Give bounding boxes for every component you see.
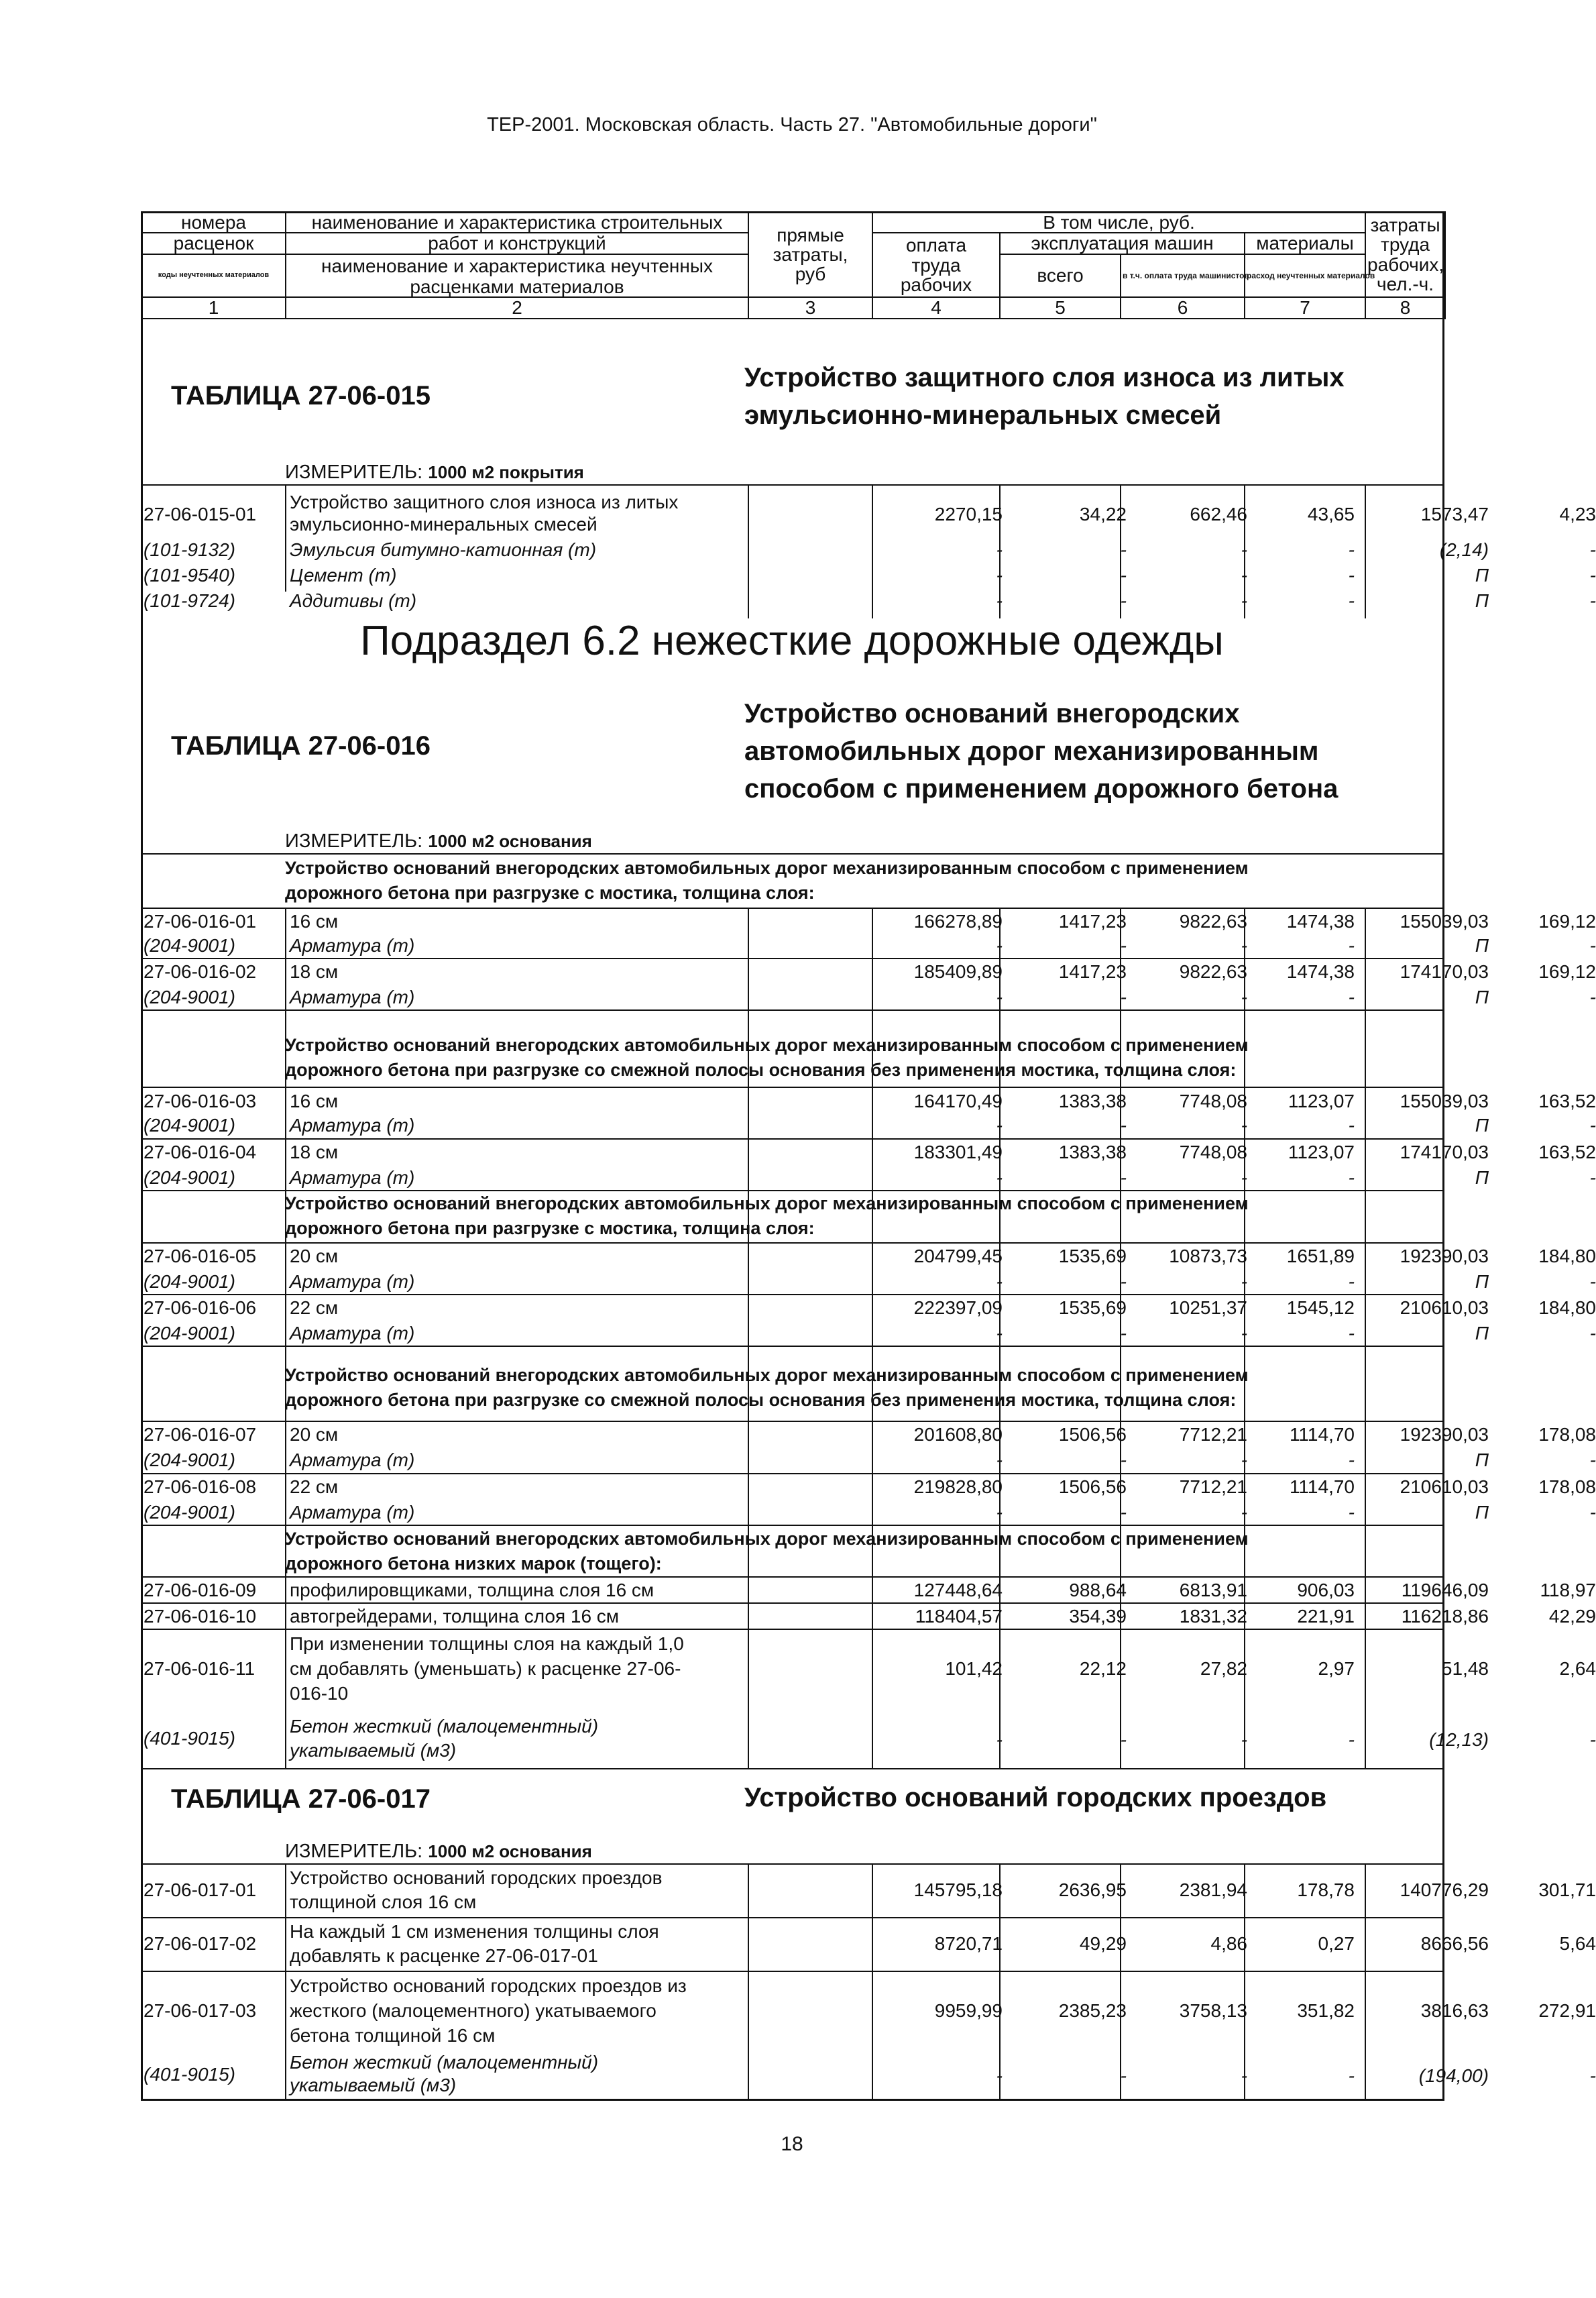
col-num-4: 4 bbox=[872, 297, 1000, 318]
header-col6: в т.ч. оплата труда машинистов bbox=[1121, 254, 1245, 297]
table-016-label: ТАБЛИЦА 27-06-016 bbox=[171, 731, 431, 761]
rule bbox=[141, 958, 1444, 959]
column-rule bbox=[872, 908, 873, 1768]
rule bbox=[141, 908, 1444, 909]
column-rule bbox=[748, 1863, 749, 2101]
rule bbox=[141, 1863, 1444, 1865]
rule bbox=[141, 484, 1444, 486]
column-rule bbox=[1244, 1863, 1245, 2101]
col-num-8: 8 bbox=[1365, 297, 1445, 318]
column-rule bbox=[999, 484, 1001, 618]
table-row: 27-06-017-03 Устройство оснований городских проездов из жесткого (малоцементного) укатываемого бетона толщиной 16 см 9959,99 2385,23 3758,13 351,82 3816,63 272,91 bbox=[144, 1975, 1596, 2046]
column-rule bbox=[285, 908, 286, 1768]
column-rule bbox=[285, 484, 286, 592]
rule bbox=[141, 1629, 1444, 1630]
rule bbox=[141, 853, 1444, 855]
header-col7: расход неучтенных материалов bbox=[1245, 254, 1365, 297]
header-col4: оплата труда рабочих bbox=[872, 233, 1000, 297]
header-exploitation: эксплуатация машин bbox=[1000, 233, 1245, 254]
header-incl: В том числе, руб. bbox=[872, 212, 1365, 233]
table-row: (401-9015) Бетон жесткий (малоцементный) укатываемый (м3) - - - - (12,13) - bbox=[144, 1716, 1596, 1761]
table-017-label: ТАБЛИЦА 27-06-017 bbox=[171, 1784, 431, 1814]
table-015-label: ТАБЛИЦА 27-06-015 bbox=[171, 381, 431, 411]
rule bbox=[141, 1473, 1444, 1474]
column-rule bbox=[1120, 908, 1121, 1768]
table-016-title: Устройство оснований внегородских автомобильных дорог механизированным способом с применением дорожного бетона bbox=[744, 699, 1338, 804]
rule bbox=[141, 1602, 1444, 1604]
table-row: 27-06-016-11 При изменении толщины слоя на каждый 1,0 см добавлять (уменьшать) к расценке 27-06- 016-10 101,42 22,12 27,82 2,97 51,48 2,64 bbox=[144, 1633, 1596, 1704]
col-num-3: 3 bbox=[748, 297, 872, 318]
column-rule bbox=[1244, 484, 1245, 618]
column-rule bbox=[1365, 484, 1366, 618]
header-col2-top-b: работ и конструкций bbox=[286, 233, 748, 254]
rule bbox=[141, 1525, 1444, 1526]
group-heading: Устройство оснований внегородских автомобильных дорог механизированным способом с применением дорожного бетона при разгрузке со смежной полосы основания без применения мостика, толщина слоя: bbox=[285, 1035, 1249, 1080]
column-rule bbox=[999, 1863, 1001, 2101]
table-017-measure: ИЗМЕРИТЕЛЬ: 1000 м2 основания bbox=[285, 1841, 592, 1862]
column-rule bbox=[1365, 1863, 1366, 2101]
column-rule bbox=[1244, 908, 1245, 1768]
group-heading: Устройство оснований внегородских автомобильных дорог механизированным способом с применением дорожного бетона при разгрузке с мостика, толщина слоя: bbox=[285, 858, 1249, 903]
rule bbox=[141, 1138, 1444, 1140]
col-num-5: 5 bbox=[1000, 297, 1121, 318]
rule bbox=[141, 1242, 1444, 1244]
table-015-measure: ИЗМЕРИТЕЛЬ: 1000 м2 покрытия bbox=[285, 461, 584, 483]
column-rule bbox=[748, 484, 749, 618]
header-col8: затраты труда рабочих, чел.-ч. bbox=[1365, 212, 1445, 297]
document-title: ТЕР-2001. Московская область. Часть 27. "Автомобильные дороги" bbox=[487, 114, 1097, 135]
header-col2-top: наименование и характеристика строительных bbox=[286, 212, 748, 233]
header-col2-bottom-a: наименование и характеристика неучтенных bbox=[286, 254, 748, 277]
header-col1-top-b: расценок bbox=[141, 233, 286, 254]
column-header bbox=[141, 211, 1446, 319]
document-page: ТЕР-2001. Московская область. Часть 27. "Автомобильные дороги" номера наименование и характеристика строительных прямые затраты, руб В том числе, руб. затраты труда рабочих, чел.-ч. расценок работ и конструкций оплата труда рабочих эксплуатация машин материалы коды неучтенных материалов наименование и характеристика неучтенных всего в т.ч. оплата труда машинистов расход неучтенных материалов расценками материалов 1 2 3 4 5 6 7 8 ТАБЛИЦА 27-06-015 Устройство защитного слоя износа из литых эмульсионно-минеральных смесей ИЗМЕРИТЕЛЬ: 1000 м2 покрытия 27-06-015-01 Устройство защитного слоя износа из литых эмульсионно-минеральных смесей 2270,15 34,22 662,46 43,65 1573,47 4,23 (101-9132) Эмульсия битумно-катионная (т) - - - - (2,14) - (101-9540) Цемент (т) - - - - П - (101-9724) Аддитивы (т) - - - - П - Подраздел 6.2 нежесткие дорожные одежды ТАБЛИЦА 27-06-016 Устройство оснований внегородских автомобильных дорог механизированным способом с применением дорожного бетона ИЗМЕРИТЕЛЬ: 1000 м2 основания Устройство оснований внегородских автомобильных дорог механизированным способом с применением дорожного бетона при разгрузке с мостика, толщина слоя: 27-06-016-01 16 см 166278,89 1417,23 9822,63 1474,38 155039,03 169,12 (204-9001) Арматура (т) - - - - П - 27-06-016-02 18 см 185409,89 1417,23 9822,63 1474,38 174170,03 169,12 (204-9001) Арматура (т) - - - - П - Устройство оснований внегородских автомобильных дорог механизированным способом с применением дорожного бетона при разгрузке со смежной полосы основания без применения мостика, толщина слоя: 27-06-016-03 16 см 164170,49 1383,38 7748,08 1123,07 155039,03 163,52 (204-9001) Арматура (т) - - - - П - 27-06-016-04 18 см 183301,49 1383,38 7748,08 1123,07 174170,03 163,52 (204-9001) Арматура (т) - - - - П - Устройство оснований внегородских автомобильных дорог механизированным способом с применением дорожного бетона при разгрузке с мостика, толщина слоя: 27-06-016-05 20 см 204799,45 1535,69 10873,73 1651,89 192390,03 184,80 (204-9001) Арматура (т) - - - - П - 27-06-016-06 22 см 222397,09 1535,69 10251,37 1545,12 210610,03 184,80 (204-9001) Арматура (т) - - - - П - Устройство оснований внегородских автомобильных дорог механизированным способом с применением дорожного бетона при разгрузке со смежной полосы основания без применения мостика, толщина слоя: 27-06-016-07 20 см 201608,80 1506,56 7712,21 1114,70 192390,03 178,08 (204-9001) Арматура (т) - - - - П - 27-06-016-08 22 см 219828,80 1506,56 7712,21 1114,70 210610,03 178,08 (204-9001) Арматура (т) - - - - П - Устройство оснований внегородских автомобильных дорог механизированным способом с применением дорожного бетона низких марок (тощего): 27-06-016-09 профилировщиками, толщина слоя 16 см 127448,64 988,64 6813,91 906,03 119646,09 118,97 27-06-016-10 автогрейдерами, толщина слоя 16 см 118404,57 354,39 1831,32 221,91 116218,86 42,29 27-06-016-11 При изменении толщины слоя на каждый 1,0 см добавлять (уменьшать) к расценке 27-06- 016-10 101,42 22,12 27,82 2,97 51,48 2,64 (401-9015) Бетон жесткий (малоцементный) укатываемый (м3) - - - - (12,13) - ТАБЛИЦА 27-06-017 Устройство оснований городских проездов ИЗМЕРИТЕЛЬ: 1000 м2 основания 27-06-017-01 Устройство оснований городских проездов толщиной слоя 16 см 145795,18 2636,95 2381,94 178,78 140776,29 301,71 27-06-017-02 На каждый 1 см изменения толщины слоя добавлять к расценке 27-06-017-01 8720,71 49,29 4,86 0,27 8666,56 5,64 27-06-017-03 Устройство оснований городских проездов из жесткого (малоцементного) укатываемого бетона толщиной 16 см 9959,99 2385,23 3758,13 351,82 3816,63 272,91 (401-9015) Бетон жесткий (малоцементный) укатываемый (м3) - - - - (194,00) - 18 bbox=[0, 0, 1584, 2298]
column-rule bbox=[748, 908, 749, 1768]
col-num-6: 6 bbox=[1121, 297, 1245, 318]
column-rule bbox=[872, 1863, 873, 2101]
column-rule bbox=[1120, 484, 1121, 618]
rule bbox=[141, 1294, 1444, 1295]
header-col3: прямые затраты, руб bbox=[748, 212, 872, 297]
rule bbox=[141, 1917, 1444, 1918]
rule bbox=[141, 1087, 1444, 1088]
rule bbox=[141, 1346, 1444, 1347]
column-rule bbox=[285, 1863, 286, 2101]
table-row: 27-06-017-01 Устройство оснований городских проездов толщиной слоя 16 см 145795,18 2636,95 2381,94 178,78 140776,29 301,71 bbox=[144, 1867, 1596, 1912]
table-row: 27-06-017-02 На каждый 1 см изменения толщины слоя добавлять к расценке 27-06-017-01 8720,71 49,29 4,86 0,27 8666,56 5,64 bbox=[144, 1921, 1596, 1966]
col-num-7: 7 bbox=[1245, 297, 1365, 318]
rule bbox=[141, 1009, 1444, 1011]
column-rule bbox=[999, 908, 1001, 1768]
group-heading: Устройство оснований внегородских автомобильных дорог механизированным способом с применением дорожного бетона при разгрузке с мостика, толщина слоя: bbox=[285, 1193, 1249, 1238]
table-016-measure: ИЗМЕРИТЕЛЬ: 1000 м2 основания bbox=[285, 830, 592, 852]
rule bbox=[141, 1971, 1444, 1972]
header-col1-top: номера bbox=[141, 212, 286, 233]
rule bbox=[141, 1421, 1444, 1422]
header-materials: материалы bbox=[1245, 233, 1365, 254]
subsection-heading: Подраздел 6.2 нежесткие дорожные одежды bbox=[360, 618, 1224, 664]
table-017-title: Устройство оснований городских проездов bbox=[744, 1783, 1327, 1812]
column-rule bbox=[1365, 908, 1366, 1768]
table-row: 27-06-015-01 Устройство защитного слоя износа из литых эмульсионно-минеральных смесей 2270,15 34,22 662,46 43,65 1573,47 4,23 bbox=[144, 492, 1596, 535]
group-heading: Устройство оснований внегородских автомобильных дорог механизированным способом с применением дорожного бетона при разгрузке со смежной полосы основания без применения мостика, толщина слоя: bbox=[285, 1365, 1249, 1410]
column-rule bbox=[872, 484, 873, 618]
group-heading: Устройство оснований внегородских автомобильных дорог механизированным способом с применением дорожного бетона низких марок (тощего): bbox=[285, 1529, 1249, 1574]
page-number: 18 bbox=[781, 2133, 803, 2155]
column-rule bbox=[1120, 1863, 1121, 2101]
header-col2-bottom-b: расценками материалов bbox=[286, 277, 748, 297]
table-row: (401-9015) Бетон жесткий (малоцементный) укатываемый (м3) - - - - (194,00) - bbox=[144, 2052, 1596, 2095]
col-num-2: 2 bbox=[286, 297, 748, 318]
rule bbox=[141, 1576, 1444, 1578]
col-num-1: 1 bbox=[141, 297, 286, 318]
header-col1-bottom: коды неучтенных материалов bbox=[141, 254, 286, 297]
header-col5: всего bbox=[1000, 254, 1121, 297]
rule bbox=[141, 1768, 1444, 1769]
table-015-title: Устройство защитного слоя износа из литых эмульсионно-минеральных смесей bbox=[744, 363, 1345, 430]
